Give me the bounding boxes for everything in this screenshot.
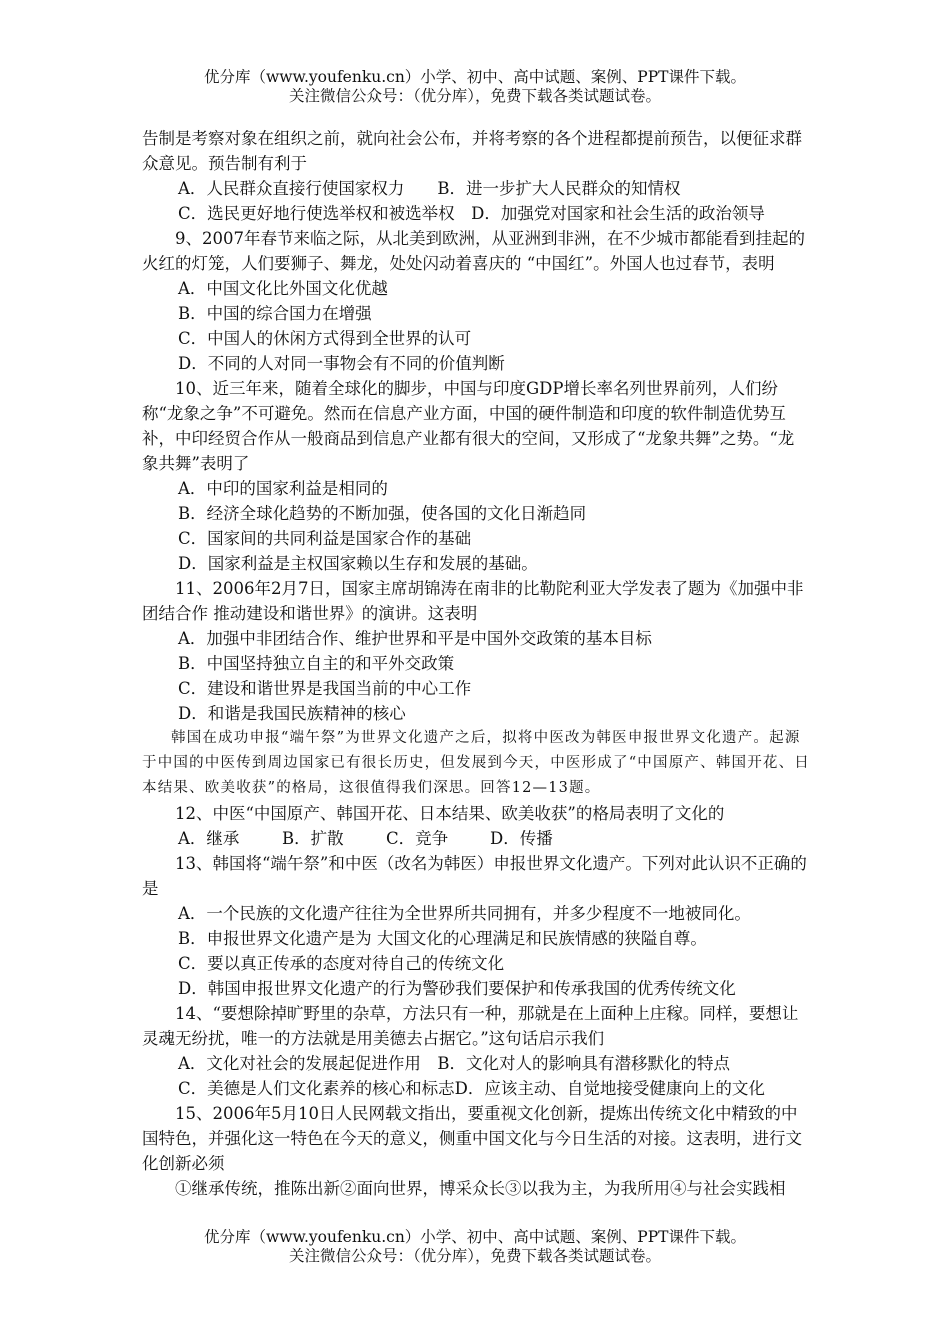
q12-option-b: B．扩散: [282, 829, 344, 848]
q12-option-d: D．传播: [490, 829, 553, 848]
q11-option-c: C．建设和谐世界是我国当前的中心工作: [178, 679, 472, 698]
q12-stem: 12、中医“中国原产、韩国开花、日本结果、欧美收获”的格局表明了文化的: [175, 804, 725, 823]
header-line-2: 关注微信公众号：（优分库），免费下载各类试题试卷。: [288, 87, 661, 105]
q8-options-line-2: C．选民更好地行使选举权和被选举权 D．加强党对国家和社会生活的政治领导: [178, 204, 765, 223]
q11-option-b: B．中国坚持独立自主的和平外交政策: [178, 654, 455, 673]
document-body: [142, 126, 810, 1201]
q13-option-d: D．韩国申报世界文化遗产的行为警砂我们要保护和传承我国的优秀传统文化: [178, 979, 736, 998]
material-passage: 韩国在成功申报“端午祭”为世界文化遗产之后，拟将中医改为韩医申报世界文化遗产。起源于中国的中医传到周边国家已有很长历史，但发展到今天，中医形成了“中国原产、韩国开花、日本结果、欧美收获”的格局，这很值得我们深思。回答12—13题。: [142, 730, 811, 796]
page-header: [0, 68, 950, 106]
q12-options: [142, 826, 810, 851]
q10-option-b: B．经济全球化趋势的不断加强，使各国的文化日渐趋同: [178, 504, 587, 523]
q15-stem: 15、2006年5月10日人民网载文指出，要重视文化创新，提炼出传统文化中精致的中国特色，并强化这一特色在今天的意义，侧重中国文化与今日生活的对接。这表明，进行文化创新必须: [142, 1104, 802, 1173]
q14-options-line-2: C．美德是人们文化素养的核心和标志D．应该主动、自觉地接受健康向上的文化: [178, 1079, 765, 1098]
q13-stem: 13、韩国将“端午祭”和中医（改名为韩医）申报世界文化遗产。下列对此认识不正确的是: [142, 854, 807, 898]
footer-line-2: 关注微信公众号：（优分库），免费下载各类试题试卷。: [288, 1247, 661, 1265]
q11-option-d: D．和谐是我国民族精神的核心: [178, 704, 406, 723]
q9-option-d: D．不同的人对同一事物会有不同的价值判断: [178, 354, 505, 373]
q15-choices-line: ①继承传统，推陈出新②面向世界，博采众长③以我为主，为我所用④与社会实践相: [175, 1179, 786, 1198]
footer-line-1: 优分库（www.youfenku.cn）小学、初中、高中试题、案例、PPT课件下载。: [203, 1228, 747, 1246]
q11-option-a: A．加强中非团结合作、维护世界和平是中国外交政策的基本目标: [178, 629, 652, 648]
q10-stem: 10、近三年来，随着全球化的脚步，中国与印度GDP增长率名列世界前列，人们纷称“龙象之争”不可避免。然而在信息产业方面，中国的硬件制造和印度的软件制造优势互补，中印经贸合作从一般商品到信息产业都有很大的空间，又形成了“龙象共舞”之势。“龙象共舞”表明了: [142, 379, 795, 473]
q8-options-line-1: A．人民群众直接行使国家权力 B．进一步扩大人民群众的知情权: [178, 179, 681, 198]
q9-option-b: B．中国的综合国力在增强: [178, 304, 372, 323]
q12-option-a: A．继承: [178, 829, 240, 848]
q8-continuation: 告制是考察对象在组织之前，就向社会公布，并将考察的各个进程都提前预告，以便征求群众意见。预告制有利于: [142, 129, 802, 173]
q9-option-a: A．中国文化比外国文化优越: [178, 279, 388, 298]
q12-option-c: C．竞争: [386, 829, 449, 848]
q11-stem: 11、2006年2月7日，国家主席胡锦涛在南非的比勒陀利亚大学发表了题为《加强中非团结合作 推动建设和谐世界》的演讲。这表明: [142, 579, 804, 623]
q10-option-a: A．中印的国家利益是相同的: [178, 479, 388, 498]
header-line-1: 优分库（www.youfenku.cn）小学、初中、高中试题、案例、PPT课件下载。: [203, 68, 747, 86]
q10-option-d: D．国家利益是主权国家赖以生存和发展的基础。: [178, 554, 538, 573]
q10-option-c: C．国家间的共同利益是国家合作的基础: [178, 529, 472, 548]
q13-option-a: A．一个民族的文化遗产往往为全世界所共同拥有，并多少程度不一地被同化。: [178, 904, 751, 923]
q9-option-c: C．中国人的休闲方式得到全世界的认可: [178, 329, 472, 348]
page-footer: [0, 1228, 950, 1266]
q9-stem: 9、2007年春节来临之际，从北美到欧洲，从亚洲到非洲，在不少城市都能看到挂起的火红的灯笼，人们要狮子、舞龙，处处闪动着喜庆的 “中国红”。外国人也过春节，表明: [142, 229, 805, 273]
q14-options-line-1: A．文化对社会的发展起促进作用 B．文化对人的影响具有潜移默化的特点: [178, 1054, 731, 1073]
q14-stem: 14、“要想除掉旷野里的杂草，方法只有一种，那就是在上面种上庄稼。同样，要想让灵魂无纷扰，唯一的方法就是用美德去占据它。”这句话启示我们: [142, 1004, 799, 1048]
q13-option-c: C．要以真正传承的态度对待自己的传统文化: [178, 954, 505, 973]
q13-option-b: B．申报世界文化遗产是为 大国文化的心理满足和民族情感的狭隘自尊。: [178, 929, 707, 948]
